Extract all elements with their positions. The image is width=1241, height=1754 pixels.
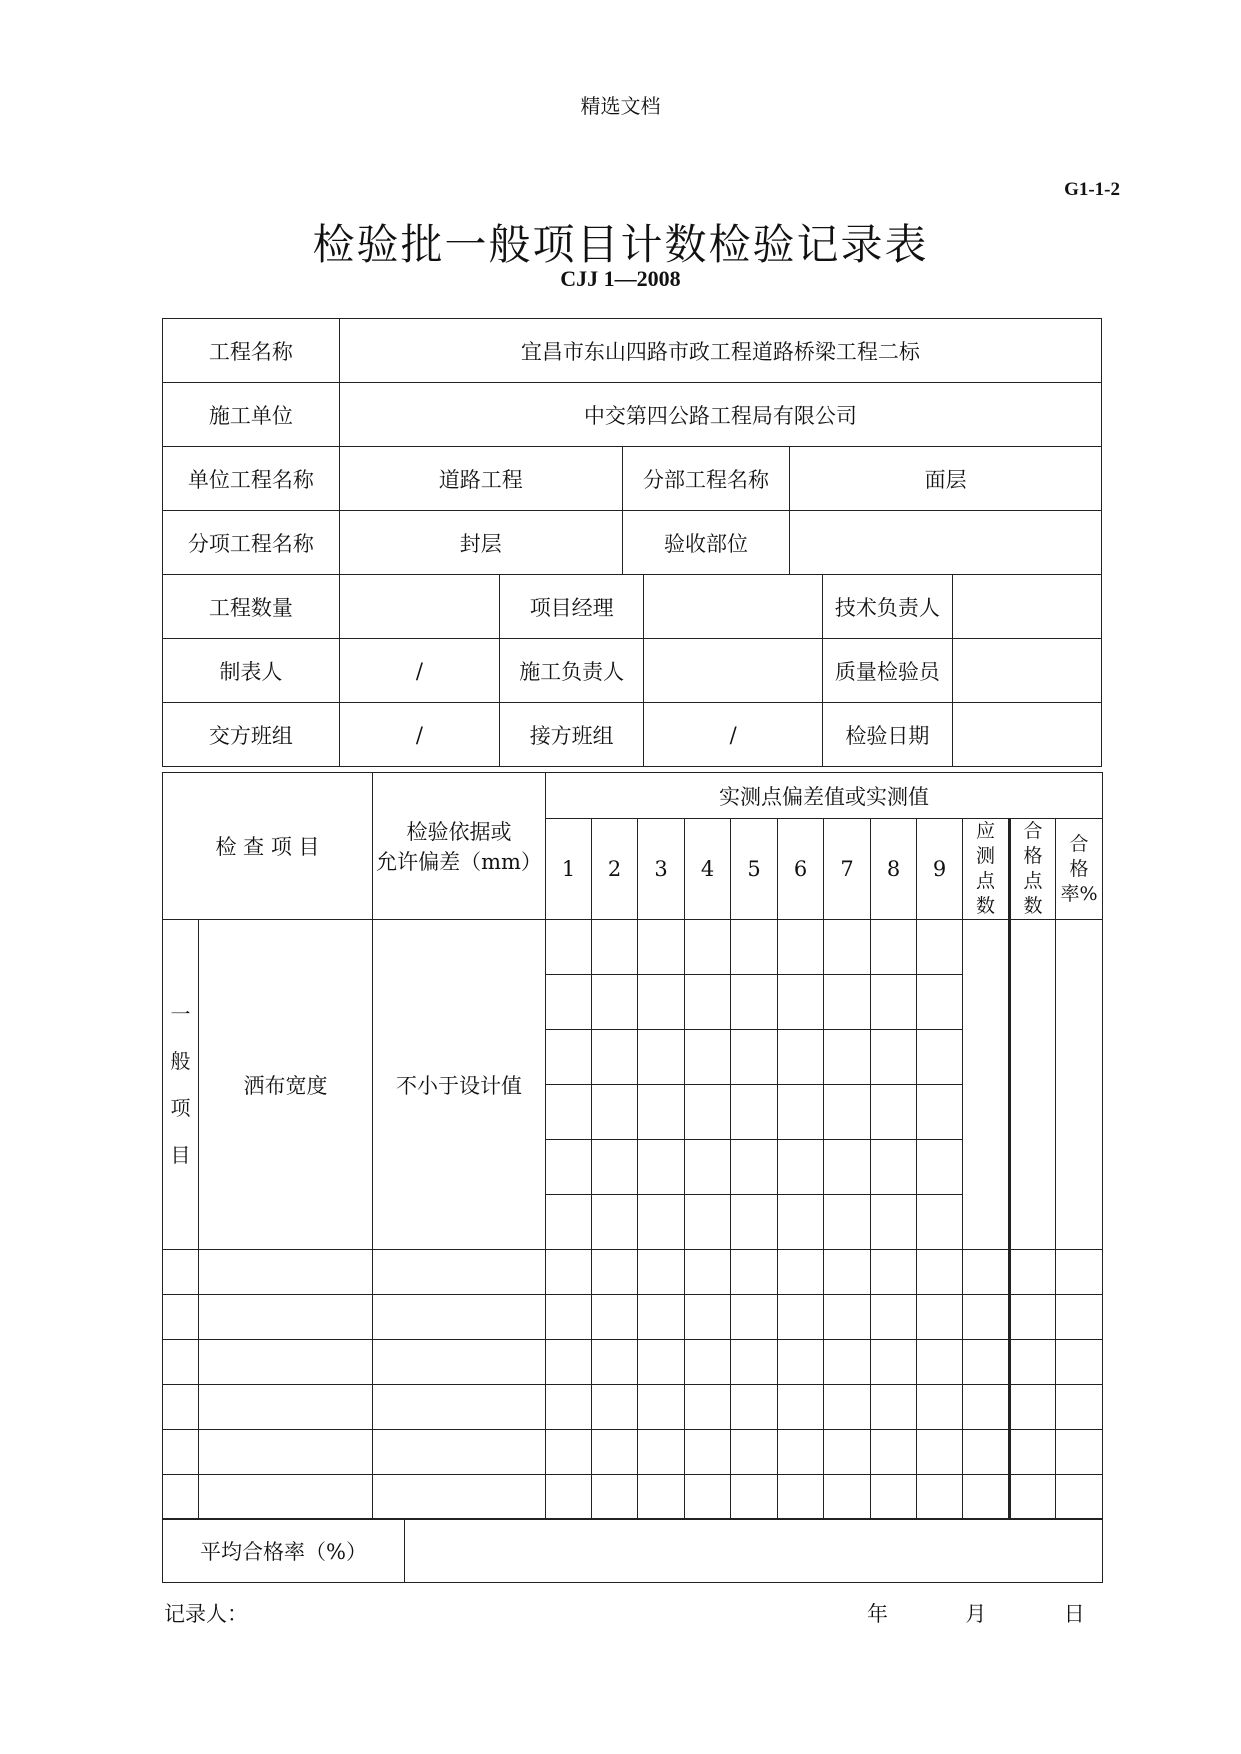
blank-cell[interactable]	[373, 1430, 546, 1475]
blank-cell[interactable]	[1010, 1430, 1056, 1475]
header-char: 合	[1023, 820, 1043, 842]
measure-cell[interactable]	[917, 1085, 963, 1140]
acceptance-part-value[interactable]	[790, 511, 1102, 575]
project-manager-value[interactable]	[644, 575, 823, 639]
blank-cell[interactable]	[963, 1340, 1010, 1385]
blank-cell[interactable]	[592, 1340, 638, 1385]
blank-cell[interactable]	[917, 1295, 963, 1340]
blank-cell[interactable]	[1010, 1385, 1056, 1430]
measure-cell[interactable]	[592, 1085, 638, 1140]
measure-cell[interactable]	[824, 920, 871, 975]
item-name: 洒布宽度	[199, 920, 373, 1250]
measure-cell[interactable]	[592, 1140, 638, 1195]
header-char: 格	[1069, 857, 1089, 880]
expected-points-cell[interactable]	[963, 920, 1010, 1250]
blank-cell[interactable]	[163, 1430, 199, 1475]
blank-cell[interactable]	[1056, 1250, 1103, 1295]
point-number: 5	[731, 819, 778, 920]
blank-cell[interactable]	[373, 1385, 546, 1430]
blank-cell[interactable]	[824, 1385, 871, 1430]
blank-cell[interactable]	[163, 1340, 199, 1385]
measure-cell[interactable]	[871, 1140, 917, 1195]
point-number: 8	[871, 819, 917, 920]
division-value[interactable]: 面层	[790, 447, 1102, 511]
basis-header	[373, 773, 546, 920]
sub-item-label: 分项工程名称	[163, 511, 340, 575]
summary-table	[162, 1518, 1103, 1583]
project-name-value[interactable]: 宜昌市东山四路市政工程道路桥梁工程二标	[339, 319, 1101, 383]
measure-cell[interactable]	[685, 1085, 731, 1140]
blank-cell[interactable]	[731, 1385, 778, 1430]
measure-cell[interactable]	[824, 1085, 871, 1140]
inspection-date-label: 检验日期	[823, 703, 953, 767]
blank-cell[interactable]	[871, 1340, 917, 1385]
blank-cell[interactable]	[546, 1295, 592, 1340]
measure-cell[interactable]	[917, 920, 963, 975]
handover-team-label: 交方班组	[163, 703, 340, 767]
measure-cell[interactable]	[731, 1030, 778, 1085]
blank-cell[interactable]	[199, 1385, 373, 1430]
blank-cell[interactable]	[373, 1250, 546, 1295]
blank-cell[interactable]	[163, 1475, 199, 1520]
measure-cell[interactable]	[731, 975, 778, 1030]
blank-cell[interactable]	[871, 1430, 917, 1475]
blank-cell[interactable]	[685, 1250, 731, 1295]
blank-cell[interactable]	[199, 1250, 373, 1295]
measure-cell[interactable]	[778, 1195, 824, 1250]
category-char: 般	[170, 1048, 191, 1073]
blank-cell[interactable]	[1056, 1340, 1103, 1385]
measure-cell[interactable]	[546, 1085, 592, 1140]
qualified-points-header	[1010, 819, 1056, 920]
quantity-label: 工程数量	[163, 575, 340, 639]
measure-cell[interactable]	[917, 1195, 963, 1250]
measure-cell[interactable]	[592, 975, 638, 1030]
blank-cell[interactable]	[638, 1250, 685, 1295]
project-info-table	[162, 318, 1102, 767]
point-number: 6	[778, 819, 824, 920]
blank-cell[interactable]	[685, 1430, 731, 1475]
blank-cell[interactable]	[917, 1430, 963, 1475]
document-title: 检验批一般项目计数检验记录表	[312, 220, 929, 269]
header-char: 合	[1069, 832, 1089, 855]
blank-cell[interactable]	[917, 1250, 963, 1295]
basis-header-line1: 检验依据或	[406, 820, 512, 844]
inspection-date-value[interactable]	[952, 703, 1101, 767]
blank-cell[interactable]	[592, 1385, 638, 1430]
point-number: 2	[592, 819, 638, 920]
blank-cell[interactable]	[731, 1475, 778, 1520]
measure-cell[interactable]	[871, 975, 917, 1030]
blank-cell[interactable]	[917, 1385, 963, 1430]
blank-cell[interactable]	[638, 1340, 685, 1385]
basis-header-line2: 允许偏差（mm）	[376, 850, 542, 874]
blank-cell[interactable]	[163, 1385, 199, 1430]
blank-cell[interactable]	[1010, 1295, 1056, 1340]
blank-cell[interactable]	[824, 1295, 871, 1340]
point-number: 9	[917, 819, 963, 920]
measure-cell[interactable]	[546, 1140, 592, 1195]
blank-cell[interactable]	[199, 1430, 373, 1475]
preparer-label: 制表人	[163, 639, 340, 703]
blank-cell[interactable]	[871, 1475, 917, 1520]
header-char: 点	[1023, 870, 1043, 892]
blank-cell[interactable]	[824, 1250, 871, 1295]
header-char: 测	[975, 845, 995, 867]
blank-cell[interactable]	[373, 1340, 546, 1385]
year-label: 年	[867, 1602, 888, 1626]
division-label: 分部工程名称	[622, 447, 790, 511]
avg-pass-rate-value[interactable]	[405, 1519, 1103, 1583]
day-label: 日	[1063, 1602, 1085, 1626]
measure-cell[interactable]	[685, 1140, 731, 1195]
measure-cell[interactable]	[871, 1085, 917, 1140]
standard-code: CJJ 1—2008	[560, 266, 681, 291]
sub-item-value[interactable]: 封层	[339, 511, 622, 575]
blank-cell[interactable]	[638, 1385, 685, 1430]
blank-cell[interactable]	[778, 1430, 824, 1475]
blank-cell[interactable]	[685, 1475, 731, 1520]
measure-cell[interactable]	[824, 975, 871, 1030]
blank-cell[interactable]	[1056, 1475, 1103, 1520]
measure-cell[interactable]	[638, 975, 685, 1030]
blank-cell[interactable]	[685, 1385, 731, 1430]
measure-cell[interactable]	[778, 1085, 824, 1140]
blank-cell[interactable]	[1056, 1430, 1103, 1475]
handover-team-value[interactable]: /	[339, 703, 499, 767]
blank-cell[interactable]	[638, 1475, 685, 1520]
check-item-header: 检 查 项 目	[163, 773, 373, 920]
construction-lead-label: 施工负责人	[500, 639, 644, 703]
measure-cell[interactable]	[731, 1140, 778, 1195]
point-number: 4	[685, 819, 731, 920]
measure-cell[interactable]	[731, 1085, 778, 1140]
measure-cell[interactable]	[778, 920, 824, 975]
blank-cell[interactable]	[731, 1295, 778, 1340]
pass-rate-header	[1056, 819, 1103, 920]
blank-cell[interactable]	[824, 1340, 871, 1385]
blank-cell[interactable]	[373, 1295, 546, 1340]
measure-cell[interactable]	[546, 975, 592, 1030]
contractor-value[interactable]: 中交第四公路工程局有限公司	[339, 383, 1101, 447]
header-char: 率%	[1060, 882, 1098, 905]
blank-cell[interactable]	[963, 1475, 1010, 1520]
measure-cell[interactable]	[731, 920, 778, 975]
header-char: 数	[975, 895, 995, 917]
blank-cell[interactable]	[963, 1430, 1010, 1475]
measure-cell[interactable]	[592, 1195, 638, 1250]
measure-cell[interactable]	[685, 1030, 731, 1085]
blank-cell[interactable]	[592, 1250, 638, 1295]
measure-cell[interactable]	[685, 1195, 731, 1250]
blank-cell[interactable]	[685, 1340, 731, 1385]
unit-project-value[interactable]: 道路工程	[339, 447, 622, 511]
header-char: 数	[1023, 895, 1043, 917]
blank-cell[interactable]	[871, 1385, 917, 1430]
point-number: 3	[638, 819, 685, 920]
general-item-category	[163, 920, 199, 1250]
qualified-points-cell[interactable]	[1010, 920, 1056, 1250]
project-name-label: 工程名称	[163, 319, 340, 383]
blank-cell[interactable]	[199, 1475, 373, 1520]
measure-cell[interactable]	[731, 1195, 778, 1250]
blank-cell[interactable]	[778, 1385, 824, 1430]
acceptance-part-label: 验收部位	[622, 511, 790, 575]
measure-cell[interactable]	[546, 920, 592, 975]
measure-cell[interactable]	[871, 920, 917, 975]
item-basis: 不小于设计值	[373, 920, 546, 1250]
blank-cell[interactable]	[163, 1250, 199, 1295]
measure-cell[interactable]	[592, 1030, 638, 1085]
blank-cell[interactable]	[592, 1475, 638, 1520]
measure-cell[interactable]	[871, 1030, 917, 1085]
measure-cell[interactable]	[824, 1030, 871, 1085]
measure-cell[interactable]	[546, 1030, 592, 1085]
blank-cell[interactable]	[1056, 1295, 1103, 1340]
blank-cell[interactable]	[871, 1250, 917, 1295]
blank-cell[interactable]	[638, 1295, 685, 1340]
recorder-label: 记录人：	[164, 1602, 248, 1626]
blank-cell[interactable]	[1010, 1340, 1056, 1385]
blank-cell[interactable]	[731, 1430, 778, 1475]
measure-cell[interactable]	[638, 1030, 685, 1085]
preparer-value[interactable]: /	[339, 639, 499, 703]
form-code: G1-1-2	[1064, 179, 1120, 200]
header-note: 精选文档	[580, 94, 661, 118]
measure-cell[interactable]	[824, 1140, 871, 1195]
month-label: 月	[965, 1602, 987, 1626]
blank-cell[interactable]	[917, 1340, 963, 1385]
measure-cell[interactable]	[685, 920, 731, 975]
measure-cell[interactable]	[778, 1030, 824, 1085]
blank-cell[interactable]	[592, 1430, 638, 1475]
blank-cell[interactable]	[199, 1340, 373, 1385]
tech-lead-label: 技术负责人	[823, 575, 953, 639]
pass-rate-cell[interactable]	[1056, 920, 1103, 1250]
measure-cell[interactable]	[917, 975, 963, 1030]
receiving-team-label: 接方班组	[500, 703, 644, 767]
blank-cell[interactable]	[1010, 1250, 1056, 1295]
point-number: 7	[824, 819, 871, 920]
blank-cell[interactable]	[778, 1295, 824, 1340]
header-char: 格	[1023, 845, 1043, 867]
blank-cell[interactable]	[731, 1340, 778, 1385]
contractor-label: 施工单位	[163, 383, 340, 447]
blank-cell[interactable]	[546, 1385, 592, 1430]
blank-cell[interactable]	[963, 1385, 1010, 1430]
blank-cell[interactable]	[778, 1340, 824, 1385]
blank-cell[interactable]	[685, 1295, 731, 1340]
measure-cell[interactable]	[824, 1195, 871, 1250]
tech-lead-value[interactable]	[952, 575, 1101, 639]
point-number: 1	[546, 819, 592, 920]
blank-cell[interactable]	[546, 1430, 592, 1475]
measure-cell[interactable]	[778, 975, 824, 1030]
blank-cell[interactable]	[731, 1250, 778, 1295]
header-char: 点	[975, 870, 995, 892]
blank-cell[interactable]	[373, 1475, 546, 1520]
measure-cell[interactable]	[592, 920, 638, 975]
project-manager-label: 项目经理	[500, 575, 644, 639]
sign-date	[867, 1598, 1085, 1628]
quantity-value[interactable]	[339, 575, 499, 639]
blank-cell[interactable]	[778, 1475, 824, 1520]
blank-cell[interactable]	[546, 1250, 592, 1295]
measure-cell[interactable]	[917, 1140, 963, 1195]
blank-cell[interactable]	[546, 1340, 592, 1385]
blank-cell[interactable]	[824, 1475, 871, 1520]
measure-cell[interactable]	[685, 975, 731, 1030]
blank-cell[interactable]	[546, 1475, 592, 1520]
receiving-team-value[interactable]: /	[644, 703, 823, 767]
measure-cell[interactable]	[638, 1140, 685, 1195]
qc-inspector-label: 质量检验员	[823, 639, 953, 703]
expected-points-header	[963, 819, 1010, 920]
measure-cell[interactable]	[871, 1195, 917, 1250]
blank-cell[interactable]	[917, 1475, 963, 1520]
blank-cell[interactable]	[638, 1430, 685, 1475]
measure-cell[interactable]	[638, 1195, 685, 1250]
category-char: 一	[170, 1001, 191, 1026]
blank-cell[interactable]	[824, 1430, 871, 1475]
avg-pass-rate-label: 平均合格率（%）	[163, 1519, 405, 1583]
blank-cell[interactable]	[778, 1250, 824, 1295]
measure-cell[interactable]	[638, 920, 685, 975]
blank-cell[interactable]	[1010, 1475, 1056, 1520]
measured-values-header: 实测点偏差值或实测值	[546, 773, 1103, 819]
blank-cell[interactable]	[163, 1295, 199, 1340]
blank-cell[interactable]	[871, 1295, 917, 1340]
category-char: 项	[170, 1095, 191, 1120]
measure-cell[interactable]	[917, 1030, 963, 1085]
category-char: 目	[170, 1142, 191, 1167]
blank-cell[interactable]	[592, 1295, 638, 1340]
qc-inspector-value[interactable]	[952, 639, 1101, 703]
measure-cell[interactable]	[546, 1195, 592, 1250]
measure-cell[interactable]	[778, 1140, 824, 1195]
construction-lead-value[interactable]	[644, 639, 823, 703]
measure-cell[interactable]	[638, 1085, 685, 1140]
blank-cell[interactable]	[1056, 1385, 1103, 1430]
unit-project-label: 单位工程名称	[163, 447, 340, 511]
blank-cell[interactable]	[963, 1250, 1010, 1295]
blank-cell[interactable]	[199, 1295, 373, 1340]
inspection-table	[162, 772, 1103, 1520]
blank-cell[interactable]	[963, 1295, 1010, 1340]
header-char: 应	[975, 820, 995, 842]
